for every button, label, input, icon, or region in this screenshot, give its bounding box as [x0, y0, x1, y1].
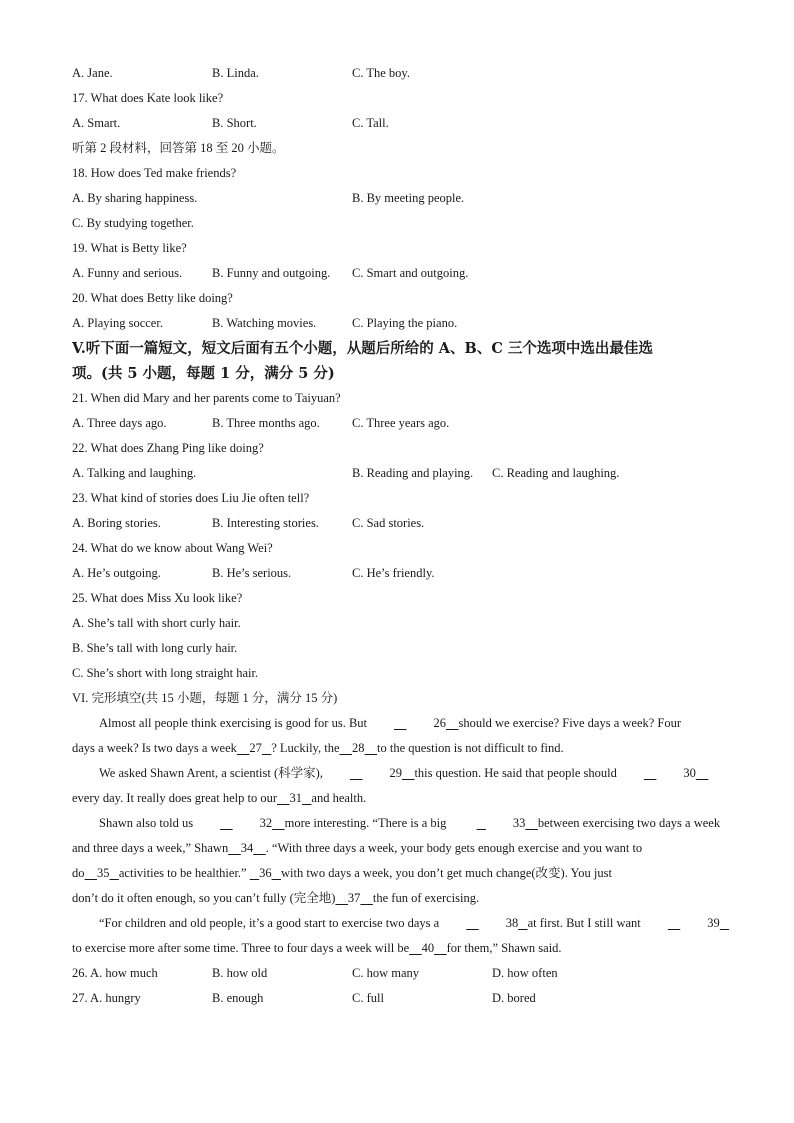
- option-c: C. By studying together.: [72, 216, 194, 230]
- blank-27: 27: [249, 741, 262, 755]
- question-19: 19. What is Betty like?: [72, 241, 187, 255]
- passage-text: Shawn also told us: [99, 816, 194, 830]
- q18-options-row1: [72, 186, 732, 211]
- blank-38: 38: [505, 916, 519, 930]
- passage-text: “For children and old people, it’s a good start to exercise two days a: [99, 916, 440, 930]
- q27-options: [72, 986, 732, 1011]
- blank-34: 34: [240, 841, 254, 855]
- passage-text: the fun of exercising.: [372, 891, 480, 905]
- option-a: A. Smart.: [72, 116, 121, 130]
- option-a: A. By sharing happiness.: [72, 191, 198, 205]
- blank-35: 35: [97, 866, 110, 880]
- q16-options: [72, 61, 732, 86]
- passage-line: [72, 811, 732, 836]
- passage-text: this question. He said that people should: [414, 766, 617, 780]
- passage-text: with two days a week, you don’t get much change(改变). You just: [280, 866, 612, 880]
- passage-text: Almost all people think exercising is good for us. But: [99, 716, 368, 730]
- option-b: B. Watching movies.: [212, 316, 317, 330]
- question-17: 17. What does Kate look like?: [72, 91, 224, 105]
- blank-29: 29: [389, 766, 402, 780]
- blank-40: 40: [421, 941, 435, 955]
- q23-options: [72, 511, 732, 536]
- blank-32: 32: [259, 816, 273, 830]
- q25-option-b: B. She’s tall with long curly hair.: [72, 641, 238, 655]
- option-b: B. Linda.: [212, 66, 259, 80]
- question-25: 25. What does Miss Xu look like?: [72, 591, 243, 605]
- passage-line: [72, 911, 732, 936]
- q26-options: [72, 961, 732, 986]
- q25-option-a: A. She’s tall with short curly hair.: [72, 616, 241, 630]
- option-b: B. Short.: [212, 116, 257, 130]
- option-a: A. Funny and serious.: [72, 266, 183, 280]
- passage-text: . “With three days a week, your body gets enough exercise and you want to: [265, 841, 643, 855]
- passage-text: We asked Shawn Arent, a scientist (科学家),: [99, 766, 323, 780]
- option-b: B. Interesting stories.: [212, 516, 319, 530]
- option-d: D. bored: [492, 991, 536, 1005]
- passage-line: [72, 886, 732, 911]
- option-c: C. He’s friendly.: [352, 566, 435, 580]
- passage-text: to the question is not difficult to find.: [377, 741, 564, 755]
- exam-page: [72, 61, 732, 1011]
- passage-text: do: [72, 866, 85, 880]
- question-20: 20. What does Betty like doing?: [72, 291, 233, 305]
- q24-options: [72, 561, 732, 586]
- blank-26: 26: [433, 716, 447, 730]
- option-b: B. Three months ago.: [212, 416, 320, 430]
- passage-text: should we exercise? Five days a week? Four: [458, 716, 682, 730]
- option-a: A. Three days ago.: [72, 416, 167, 430]
- blank-36: 36: [259, 866, 272, 880]
- option-a: A. Boring stories.: [72, 516, 161, 530]
- question-21: 21. When did Mary and her parents come to Taiyuan?: [72, 391, 341, 405]
- q21-options: [72, 411, 732, 436]
- option-c: C. how many: [352, 966, 420, 980]
- passage-text: between exercising two days a week: [537, 816, 721, 830]
- passage-text: for them,” Shawn said.: [446, 941, 562, 955]
- option-a: 27. A. hungry: [72, 991, 141, 1005]
- passage-line: [72, 861, 732, 886]
- passage-line: [72, 786, 732, 811]
- option-c: C. Smart and outgoing.: [352, 266, 469, 280]
- passage-line: [72, 711, 732, 736]
- blank-39: 39: [707, 916, 720, 930]
- blank-28: 28: [352, 741, 365, 755]
- passage-text: don’t do it often enough, so you can’t fully (完全地): [72, 891, 336, 905]
- q22-options: [72, 461, 732, 486]
- option-a: A. Talking and laughing.: [72, 466, 197, 480]
- passage-line: [72, 836, 732, 861]
- option-c: C. Tall.: [352, 116, 389, 130]
- passage-text: more interesting. “There is a big: [284, 816, 447, 830]
- question-24: 24. What do we know about Wang Wei?: [72, 541, 273, 555]
- passage-text: days a week? Is two days a week: [72, 741, 237, 755]
- part-6-title: VI. 完形填空(共 15 小题，每题 1 分，满分 15 分): [72, 691, 338, 705]
- q25-option-c: C. She’s short with long straight hair.: [72, 666, 259, 680]
- blank-33: 33: [512, 816, 526, 830]
- option-d: D. how often: [492, 966, 558, 980]
- blank-31: 31: [289, 791, 303, 805]
- option-c: C. The boy.: [352, 66, 410, 80]
- question-18: 18. How does Ted make friends?: [72, 166, 237, 180]
- option-b: B. how old: [212, 966, 268, 980]
- passage-line: [72, 936, 732, 961]
- q20-options: [72, 311, 732, 336]
- section-2-instruction: 听第 2 段材料，回答第 18 至 20 小题。: [72, 141, 285, 155]
- passage-line: [72, 736, 732, 761]
- passage-line: [72, 761, 732, 786]
- question-22: 22. What does Zhang Ping like doing?: [72, 441, 264, 455]
- passage-text: every day. It really does great help to our: [72, 791, 278, 805]
- question-23: 23. What kind of stories does Liu Jie often tell?: [72, 491, 310, 505]
- blank-37: 37: [347, 891, 361, 905]
- passage-text: to exercise more after some time. Three to four days a week will be: [72, 941, 410, 955]
- passage-text: at first. But I still want: [527, 916, 641, 930]
- passage-text: and health.: [311, 791, 367, 805]
- q17-options: [72, 111, 732, 136]
- cloze-passage: [72, 711, 732, 961]
- option-b: B. Funny and outgoing.: [212, 266, 331, 280]
- option-b: B. By meeting people.: [352, 191, 465, 205]
- option-a: A. Playing soccer.: [72, 316, 163, 330]
- option-b: B. He’s serious.: [212, 566, 292, 580]
- passage-text: ? Luckily, the: [271, 741, 340, 755]
- option-c: C. Three years ago.: [352, 416, 450, 430]
- option-a: A. Jane.: [72, 66, 113, 80]
- q19-options: [72, 261, 732, 286]
- part-5-title-line2: 项。(共 5 小题，每题 1 分，满分 5 分): [72, 365, 335, 382]
- blank-30: 30: [683, 766, 696, 780]
- option-a: A. He’s outgoing.: [72, 566, 161, 580]
- part-5-title-line1: V.听下面一篇短文，短文后面有五个小题，从题后所给的 A、B、C 三个选项中选出最佳选: [72, 340, 653, 357]
- option-a: 26. A. how much: [72, 966, 158, 980]
- option-b: B. enough: [212, 991, 264, 1005]
- option-c: C. Playing the piano.: [352, 316, 458, 330]
- option-c: C. full: [352, 991, 384, 1005]
- passage-text: and three days a week,” Shawn: [72, 841, 229, 855]
- option-c: C. Reading and laughing.: [492, 466, 620, 480]
- option-b: B. Reading and playing.: [352, 466, 474, 480]
- q18-options-row2: [72, 211, 732, 236]
- option-c: C. Sad stories.: [352, 516, 425, 530]
- passage-text: activities to be healthier.”: [118, 866, 247, 880]
